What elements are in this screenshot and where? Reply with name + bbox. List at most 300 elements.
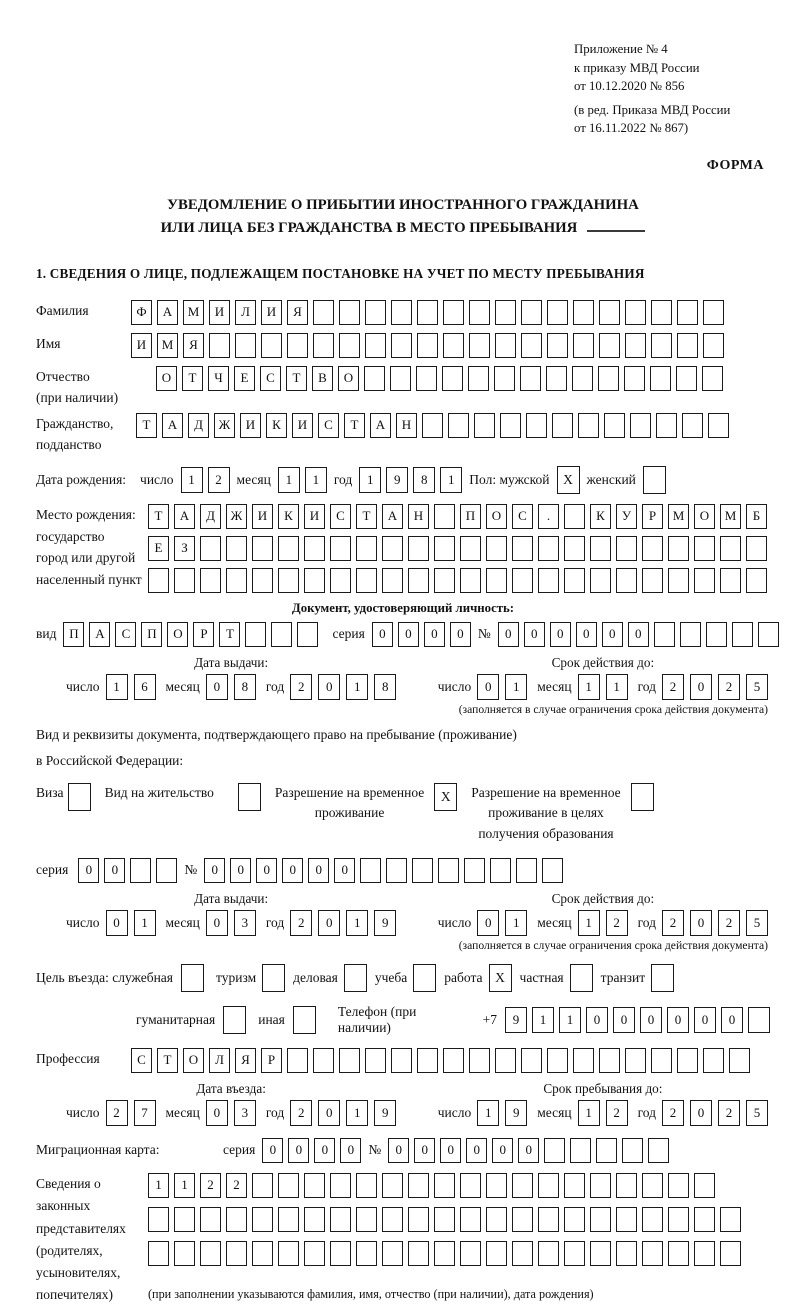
char-cell[interactable] [386,858,407,883]
char-cell[interactable] [486,1241,507,1266]
char-cell[interactable]: 0 [372,622,393,647]
char-cell[interactable] [538,1241,559,1266]
char-cell[interactable] [252,536,273,561]
char-cell[interactable] [434,1207,455,1232]
char-cell[interactable] [616,568,637,593]
char-cell[interactable]: 1 [606,674,628,700]
char-cell[interactable]: 7 [134,1100,156,1126]
char-cell[interactable] [278,568,299,593]
char-cell[interactable] [604,413,625,438]
char-cell[interactable] [382,1173,403,1198]
char-cell[interactable] [677,1048,698,1073]
char-cell[interactable] [598,366,619,391]
char-cell[interactable] [694,1207,715,1232]
char-cell[interactable] [642,568,663,593]
char-cell[interactable] [442,366,463,391]
char-cell[interactable] [364,366,385,391]
char-cell[interactable]: 2 [290,910,312,936]
char-cell[interactable] [408,568,429,593]
char-cell[interactable] [339,300,360,325]
char-cell[interactable] [339,1048,360,1073]
char-cell[interactable] [495,333,516,358]
char-cell[interactable]: 1 [578,1100,600,1126]
char-cell[interactable] [382,1241,403,1266]
char-cell[interactable] [304,1207,325,1232]
char-cell[interactable] [564,568,585,593]
char-cell[interactable] [434,504,455,529]
char-cell[interactable] [521,1048,542,1073]
char-cell[interactable] [156,858,177,883]
char-cell[interactable] [148,1207,169,1232]
char-cell[interactable]: М [183,300,204,325]
char-cell[interactable]: 8 [374,674,396,700]
char-cell[interactable] [460,536,481,561]
char-cell[interactable]: 3 [234,910,256,936]
char-cell[interactable]: 0 [440,1138,461,1163]
char-cell[interactable]: Р [261,1048,282,1073]
char-cell[interactable]: 0 [694,1007,716,1033]
char-cell[interactable] [417,300,438,325]
char-cell[interactable]: Е [234,366,255,391]
purpose-other-checkbox[interactable] [293,1006,316,1034]
char-cell[interactable]: С [512,504,533,529]
char-cell[interactable] [703,333,724,358]
char-cell[interactable]: С [260,366,281,391]
char-cell[interactable] [642,1207,663,1232]
char-cell[interactable]: 0 [466,1138,487,1163]
char-cell[interactable]: П [460,504,481,529]
char-cell[interactable]: 0 [477,674,499,700]
char-cell[interactable]: 2 [290,1100,312,1126]
char-cell[interactable]: 1 [305,467,327,493]
char-cell[interactable] [417,333,438,358]
char-cell[interactable]: М [668,504,689,529]
char-cell[interactable] [616,1173,637,1198]
char-cell[interactable] [564,536,585,561]
char-cell[interactable] [495,1048,516,1073]
char-cell[interactable] [356,536,377,561]
char-cell[interactable]: В [312,366,333,391]
char-cell[interactable] [746,568,767,593]
char-cell[interactable]: Т [356,504,377,529]
char-cell[interactable]: О [338,366,359,391]
char-cell[interactable]: 1 [134,910,156,936]
char-cell[interactable] [434,536,455,561]
char-cell[interactable] [365,333,386,358]
char-cell[interactable]: Т [148,504,169,529]
char-cell[interactable] [434,1241,455,1266]
purpose-transit-checkbox[interactable] [651,964,674,992]
char-cell[interactable]: 0 [388,1138,409,1163]
char-cell[interactable] [682,413,703,438]
char-cell[interactable] [460,1173,481,1198]
char-cell[interactable]: 9 [505,1100,527,1126]
char-cell[interactable] [547,1048,568,1073]
char-cell[interactable] [494,366,515,391]
char-cell[interactable] [226,1207,247,1232]
char-cell[interactable]: 0 [308,858,329,883]
char-cell[interactable] [668,1207,689,1232]
char-cell[interactable]: Е [148,536,169,561]
char-cell[interactable]: Ж [226,504,247,529]
char-cell[interactable]: 0 [477,910,499,936]
char-cell[interactable] [544,1138,565,1163]
char-cell[interactable] [365,300,386,325]
char-cell[interactable]: 1 [477,1100,499,1126]
char-cell[interactable] [278,536,299,561]
char-cell[interactable]: 8 [413,467,435,493]
char-cell[interactable] [599,300,620,325]
char-cell[interactable]: Н [408,504,429,529]
char-cell[interactable] [720,568,741,593]
char-cell[interactable] [694,1241,715,1266]
char-cell[interactable] [464,858,485,883]
char-cell[interactable] [382,568,403,593]
char-cell[interactable]: А [370,413,391,438]
char-cell[interactable] [174,568,195,593]
char-cell[interactable] [486,568,507,593]
char-cell[interactable]: 0 [414,1138,435,1163]
temp-residence-checkbox[interactable]: X [434,783,457,811]
char-cell[interactable] [547,300,568,325]
char-cell[interactable] [564,1241,585,1266]
char-cell[interactable]: 1 [559,1007,581,1033]
char-cell[interactable] [391,333,412,358]
char-cell[interactable] [729,1048,750,1073]
char-cell[interactable]: 9 [386,467,408,493]
char-cell[interactable] [520,366,541,391]
char-cell[interactable] [677,333,698,358]
char-cell[interactable]: Б [746,504,767,529]
char-cell[interactable]: И [240,413,261,438]
char-cell[interactable]: Л [235,300,256,325]
char-cell[interactable] [703,300,724,325]
char-cell[interactable] [648,1138,669,1163]
char-cell[interactable] [434,1173,455,1198]
char-cell[interactable] [174,1241,195,1266]
char-cell[interactable] [680,622,701,647]
char-cell[interactable] [226,568,247,593]
char-cell[interactable] [702,366,723,391]
char-cell[interactable] [443,300,464,325]
char-cell[interactable] [616,1241,637,1266]
char-cell[interactable] [382,536,403,561]
char-cell[interactable]: 6 [134,674,156,700]
char-cell[interactable] [590,536,611,561]
char-cell[interactable]: С [115,622,136,647]
char-cell[interactable] [174,1207,195,1232]
char-cell[interactable]: 2 [106,1100,128,1126]
char-cell[interactable]: 0 [206,1100,228,1126]
char-cell[interactable]: К [278,504,299,529]
char-cell[interactable]: 9 [374,1100,396,1126]
purpose-work-checkbox[interactable]: X [489,964,512,992]
char-cell[interactable]: 0 [230,858,251,883]
purpose-private-checkbox[interactable] [570,964,593,992]
temp-residence-edu-checkbox[interactable] [631,783,654,811]
char-cell[interactable] [590,568,611,593]
char-cell[interactable]: 0 [602,622,623,647]
char-cell[interactable]: 2 [662,674,684,700]
char-cell[interactable]: Д [200,504,221,529]
char-cell[interactable]: Д [188,413,209,438]
char-cell[interactable] [391,1048,412,1073]
char-cell[interactable]: 1 [440,467,462,493]
char-cell[interactable] [564,1207,585,1232]
char-cell[interactable]: 0 [550,622,571,647]
char-cell[interactable]: 0 [576,622,597,647]
char-cell[interactable] [235,333,256,358]
char-cell[interactable]: Т [182,366,203,391]
char-cell[interactable] [720,1207,741,1232]
char-cell[interactable] [538,568,559,593]
char-cell[interactable] [252,1173,273,1198]
char-cell[interactable] [547,333,568,358]
char-cell[interactable] [625,300,646,325]
char-cell[interactable] [304,568,325,593]
char-cell[interactable]: М [720,504,741,529]
char-cell[interactable]: М [157,333,178,358]
char-cell[interactable] [304,536,325,561]
char-cell[interactable] [434,568,455,593]
char-cell[interactable] [330,1241,351,1266]
char-cell[interactable]: О [486,504,507,529]
char-cell[interactable] [330,1207,351,1232]
char-cell[interactable] [271,622,292,647]
char-cell[interactable]: 2 [606,910,628,936]
char-cell[interactable]: 1 [174,1173,195,1198]
char-cell[interactable]: Т [286,366,307,391]
char-cell[interactable]: И [252,504,273,529]
char-cell[interactable] [538,536,559,561]
char-cell[interactable] [542,858,563,883]
char-cell[interactable] [654,622,675,647]
char-cell[interactable] [616,536,637,561]
char-cell[interactable] [732,622,753,647]
char-cell[interactable]: . [538,504,559,529]
char-cell[interactable] [677,300,698,325]
char-cell[interactable]: Т [157,1048,178,1073]
char-cell[interactable]: 0 [492,1138,513,1163]
char-cell[interactable]: 0 [282,858,303,883]
char-cell[interactable]: 1 [359,467,381,493]
char-cell[interactable] [512,1207,533,1232]
char-cell[interactable]: А [162,413,183,438]
char-cell[interactable]: 1 [505,910,527,936]
char-cell[interactable] [495,300,516,325]
char-cell[interactable] [694,1173,715,1198]
char-cell[interactable] [469,1048,490,1073]
char-cell[interactable] [642,536,663,561]
char-cell[interactable] [552,413,573,438]
char-cell[interactable] [668,1241,689,1266]
char-cell[interactable] [624,366,645,391]
char-cell[interactable] [438,858,459,883]
char-cell[interactable] [625,333,646,358]
char-cell[interactable]: И [261,300,282,325]
char-cell[interactable] [313,300,334,325]
char-cell[interactable] [708,413,729,438]
char-cell[interactable]: 8 [234,674,256,700]
char-cell[interactable] [564,1173,585,1198]
char-cell[interactable]: Т [344,413,365,438]
char-cell[interactable] [590,1173,611,1198]
char-cell[interactable] [668,568,689,593]
char-cell[interactable] [304,1241,325,1266]
char-cell[interactable]: Я [235,1048,256,1073]
char-cell[interactable] [297,622,318,647]
char-cell[interactable] [390,366,411,391]
char-cell[interactable]: 0 [667,1007,689,1033]
char-cell[interactable] [570,1138,591,1163]
char-cell[interactable] [746,536,767,561]
char-cell[interactable]: А [89,622,110,647]
char-cell[interactable]: И [131,333,152,358]
char-cell[interactable] [512,1241,533,1266]
char-cell[interactable]: С [131,1048,152,1073]
char-cell[interactable]: 0 [206,910,228,936]
char-cell[interactable]: П [63,622,84,647]
char-cell[interactable] [516,858,537,883]
char-cell[interactable] [642,1173,663,1198]
char-cell[interactable]: И [209,300,230,325]
char-cell[interactable]: Р [193,622,214,647]
char-cell[interactable] [148,1241,169,1266]
char-cell[interactable] [526,413,547,438]
char-cell[interactable] [356,568,377,593]
char-cell[interactable] [356,1173,377,1198]
char-cell[interactable]: 0 [690,910,712,936]
char-cell[interactable] [252,568,273,593]
char-cell[interactable] [538,1207,559,1232]
char-cell[interactable] [278,1173,299,1198]
char-cell[interactable]: 1 [181,467,203,493]
char-cell[interactable]: О [167,622,188,647]
char-cell[interactable] [443,1048,464,1073]
char-cell[interactable]: 1 [578,674,600,700]
char-cell[interactable]: 1 [278,467,300,493]
char-cell[interactable] [538,1173,559,1198]
char-cell[interactable] [261,333,282,358]
char-cell[interactable] [443,333,464,358]
char-cell[interactable]: У [616,504,637,529]
char-cell[interactable]: О [694,504,715,529]
char-cell[interactable] [200,1207,221,1232]
char-cell[interactable]: 5 [746,910,768,936]
char-cell[interactable] [596,1138,617,1163]
char-cell[interactable]: 0 [78,858,99,883]
char-cell[interactable]: 1 [505,674,527,700]
char-cell[interactable]: Я [183,333,204,358]
char-cell[interactable] [460,1207,481,1232]
char-cell[interactable] [209,333,230,358]
char-cell[interactable] [200,536,221,561]
char-cell[interactable]: 1 [578,910,600,936]
char-cell[interactable] [512,536,533,561]
char-cell[interactable] [578,413,599,438]
char-cell[interactable] [330,1173,351,1198]
char-cell[interactable] [226,1241,247,1266]
char-cell[interactable]: 2 [718,1100,740,1126]
char-cell[interactable] [245,622,266,647]
char-cell[interactable]: И [304,504,325,529]
char-cell[interactable]: 1 [532,1007,554,1033]
char-cell[interactable] [573,333,594,358]
char-cell[interactable] [382,1207,403,1232]
char-cell[interactable] [706,622,727,647]
char-cell[interactable] [148,568,169,593]
char-cell[interactable] [339,333,360,358]
char-cell[interactable] [521,300,542,325]
char-cell[interactable]: С [318,413,339,438]
char-cell[interactable] [252,1241,273,1266]
sex-male-checkbox[interactable]: X [557,466,580,494]
char-cell[interactable]: 0 [586,1007,608,1033]
purpose-business-checkbox[interactable] [344,964,367,992]
char-cell[interactable]: 0 [262,1138,283,1163]
char-cell[interactable]: 2 [718,910,740,936]
char-cell[interactable]: Ф [131,300,152,325]
char-cell[interactable] [313,333,334,358]
char-cell[interactable] [546,366,567,391]
char-cell[interactable]: 9 [374,910,396,936]
char-cell[interactable] [391,300,412,325]
char-cell[interactable]: К [590,504,611,529]
char-cell[interactable]: 2 [226,1173,247,1198]
char-cell[interactable]: Ж [214,413,235,438]
char-cell[interactable] [469,333,490,358]
char-cell[interactable] [330,568,351,593]
char-cell[interactable]: Л [209,1048,230,1073]
char-cell[interactable] [408,1241,429,1266]
char-cell[interactable] [521,333,542,358]
char-cell[interactable] [651,1048,672,1073]
char-cell[interactable]: Я [287,300,308,325]
char-cell[interactable] [694,568,715,593]
char-cell[interactable]: П [141,622,162,647]
char-cell[interactable] [573,300,594,325]
purpose-tourism-checkbox[interactable] [262,964,285,992]
char-cell[interactable]: 2 [208,467,230,493]
char-cell[interactable]: 0 [318,1100,340,1126]
sex-female-checkbox[interactable] [643,466,666,494]
char-cell[interactable] [564,504,585,529]
char-cell[interactable] [356,1207,377,1232]
char-cell[interactable] [599,333,620,358]
char-cell[interactable] [651,300,672,325]
char-cell[interactable] [226,536,247,561]
char-cell[interactable] [572,366,593,391]
char-cell[interactable] [252,1207,273,1232]
char-cell[interactable] [412,858,433,883]
char-cell[interactable] [512,1173,533,1198]
char-cell[interactable] [490,858,511,883]
char-cell[interactable] [651,333,672,358]
char-cell[interactable]: 9 [505,1007,527,1033]
char-cell[interactable] [468,366,489,391]
purpose-official-checkbox[interactable] [181,964,204,992]
char-cell[interactable] [469,300,490,325]
char-cell[interactable]: 0 [690,674,712,700]
char-cell[interactable] [625,1048,646,1073]
char-cell[interactable]: 2 [200,1173,221,1198]
char-cell[interactable]: 0 [318,910,340,936]
char-cell[interactable]: О [183,1048,204,1073]
char-cell[interactable] [287,1048,308,1073]
char-cell[interactable] [748,1007,770,1033]
char-cell[interactable]: О [156,366,177,391]
char-cell[interactable]: 5 [746,674,768,700]
